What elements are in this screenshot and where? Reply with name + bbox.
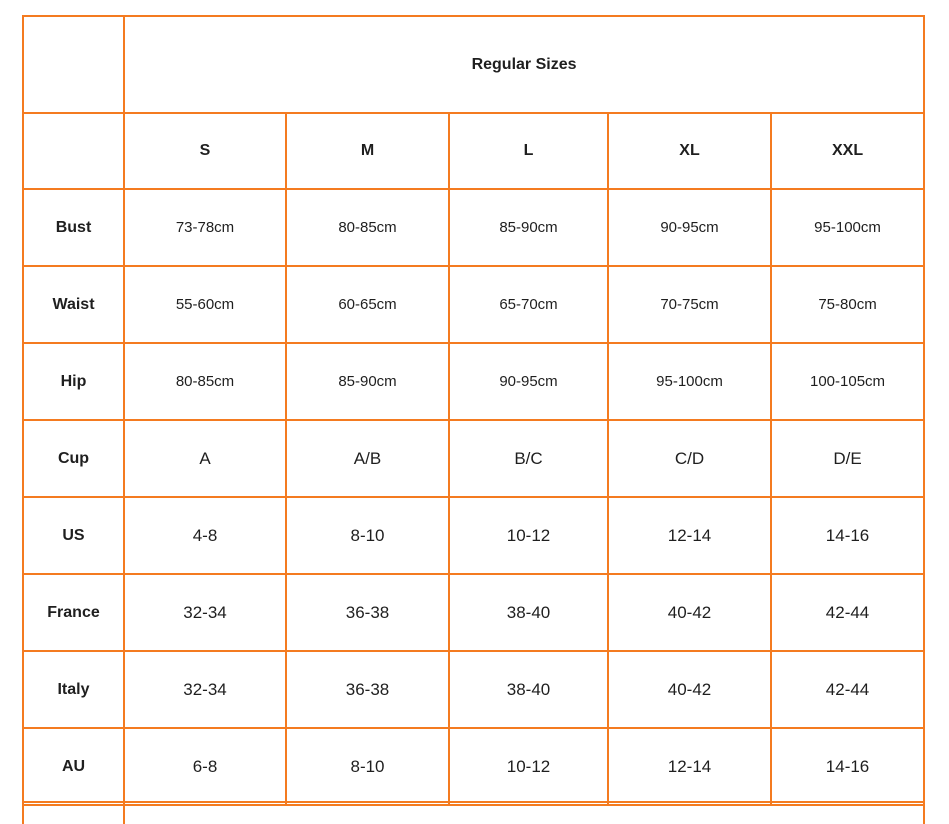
size-value-cell: 95-100cm: [608, 343, 771, 420]
size-value-cell: D/E: [771, 420, 924, 497]
size-header-s: S: [124, 113, 286, 189]
size-value-cell: 85-90cm: [286, 343, 449, 420]
next-section-header-row: [23, 802, 924, 824]
size-value-cell: 12-14: [608, 497, 771, 574]
size-value-cell: 95-100cm: [771, 189, 924, 266]
section-title-cell: Regular Sizes: [124, 16, 924, 113]
size-value-cell: B/C: [449, 420, 608, 497]
row-label: Bust: [23, 189, 124, 266]
corner-cell: [23, 16, 124, 113]
size-value-cell: 90-95cm: [608, 189, 771, 266]
size-value-cell: 8-10: [286, 497, 449, 574]
size-value-cell: 32-34: [124, 651, 286, 728]
size-value-cell: 38-40: [449, 574, 608, 651]
size-header-xl: XL: [608, 113, 771, 189]
size-value-cell: 14-16: [771, 728, 924, 805]
size-header-m: M: [286, 113, 449, 189]
size-value-cell: 42-44: [771, 574, 924, 651]
size-value-cell: 85-90cm: [449, 189, 608, 266]
row-label: Cup: [23, 420, 124, 497]
table-row-hip: [23, 343, 924, 420]
size-value-cell: 90-95cm: [449, 343, 608, 420]
size-value-cell: 36-38: [286, 574, 449, 651]
size-header-xxl: XXL: [771, 113, 924, 189]
table-row-waist: [23, 266, 924, 343]
size-header-row: [23, 113, 924, 189]
row-label: Waist: [23, 266, 124, 343]
row-label: US: [23, 497, 124, 574]
size-value-cell: 32-34: [124, 574, 286, 651]
table-row-italy: [23, 651, 924, 728]
row-label: Hip: [23, 343, 124, 420]
size-value-cell: 73-78cm: [124, 189, 286, 266]
size-value-cell: 100-105cm: [771, 343, 924, 420]
size-value-cell: A/B: [286, 420, 449, 497]
size-value-cell: 80-85cm: [286, 189, 449, 266]
row-label: AU: [23, 728, 124, 805]
size-header-l: L: [449, 113, 608, 189]
table-row-au: [23, 728, 924, 805]
size-value-cell: 40-42: [608, 651, 771, 728]
size-value-cell: 4-8: [124, 497, 286, 574]
size-value-cell: 42-44: [771, 651, 924, 728]
row-label: France: [23, 574, 124, 651]
size-value-cell: C/D: [608, 420, 771, 497]
size-value-cell: 6-8: [124, 728, 286, 805]
size-value-cell: 40-42: [608, 574, 771, 651]
size-value-cell: 65-70cm: [449, 266, 608, 343]
size-value-cell: 80-85cm: [124, 343, 286, 420]
size-value-cell: 55-60cm: [124, 266, 286, 343]
size-value-cell: A: [124, 420, 286, 497]
size-value-cell: 70-75cm: [608, 266, 771, 343]
row-label: Italy: [23, 651, 124, 728]
table-row-us: [23, 497, 924, 574]
size-value-cell: 75-80cm: [771, 266, 924, 343]
size-value-cell: 60-65cm: [286, 266, 449, 343]
size-value-cell: 10-12: [449, 728, 608, 805]
table-row-bust: [23, 189, 924, 266]
size-value-cell: 8-10: [286, 728, 449, 805]
section-header-row: [23, 16, 924, 113]
next-section-corner-cell: [23, 802, 124, 824]
size-value-cell: 12-14: [608, 728, 771, 805]
size-chart-table: [22, 15, 925, 806]
size-value-cell: 14-16: [771, 497, 924, 574]
table-row-france: [23, 574, 924, 651]
size-header-empty-cell: [23, 113, 124, 189]
table-row-cup: [23, 420, 924, 497]
next-section-title-cell: [124, 802, 924, 824]
size-value-cell: 10-12: [449, 497, 608, 574]
next-section-table: [22, 801, 925, 824]
size-value-cell: 36-38: [286, 651, 449, 728]
size-value-cell: 38-40: [449, 651, 608, 728]
